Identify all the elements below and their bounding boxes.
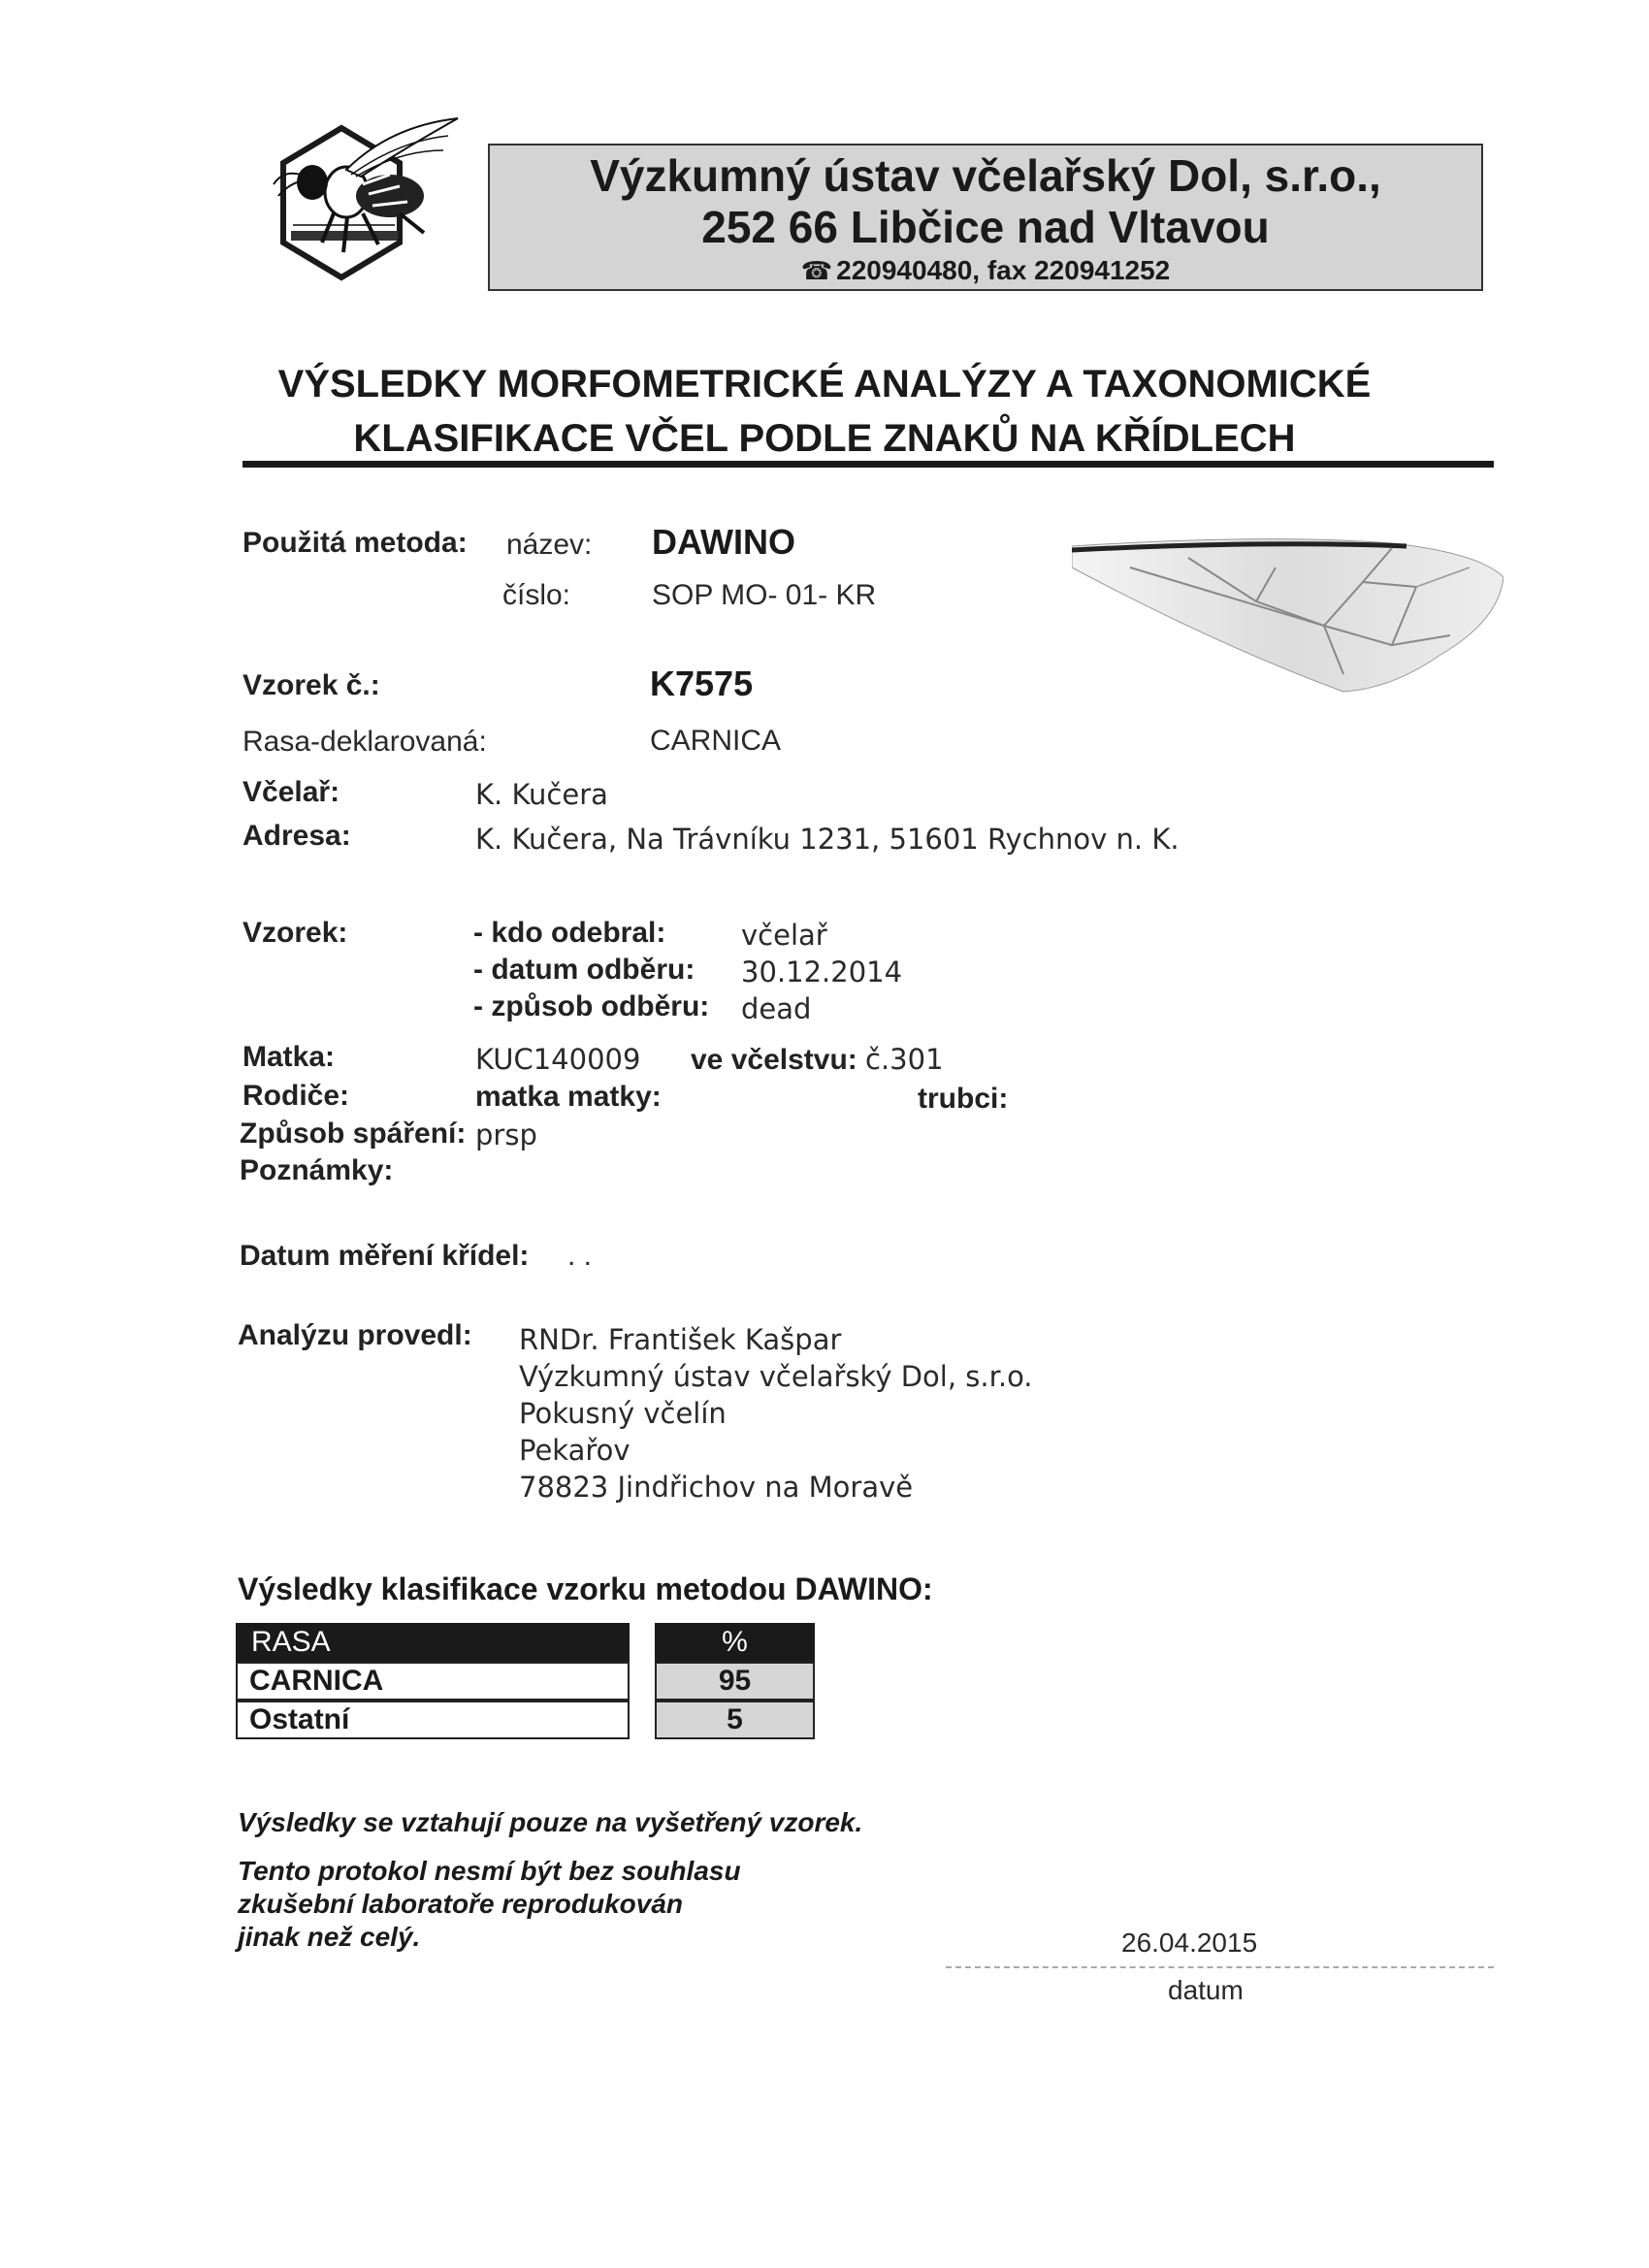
drones-label: trubci:: [918, 1083, 1009, 1115]
analyst-postal-address: 78823 Jindřichov na Moravě: [519, 1471, 914, 1504]
colony-value: č.301: [865, 1043, 944, 1076]
institute-address: 252 66 Libčice nad Vltavou: [701, 202, 1270, 252]
table-row: [236, 1701, 815, 1739]
reproduction-note: [238, 1855, 741, 1954]
reproduction-note-line: zkušební laboratoře reprodukován: [238, 1889, 683, 1919]
percent-cell: 95: [655, 1662, 815, 1701]
method-label: Použitá metoda:: [242, 527, 468, 559]
measurement-date-value: . .: [567, 1240, 593, 1272]
mating-value: prsp: [475, 1118, 537, 1151]
race-label: Rasa-deklarovaná:: [242, 726, 487, 758]
validity-note: Výsledky se vztahují pouze na vyšetřený vzorek.: [238, 1807, 863, 1837]
analysis-performer: [519, 1321, 1033, 1506]
percent-column-header: %: [655, 1623, 815, 1662]
address-label: Adresa:: [242, 820, 351, 852]
mating-label: Způsob spáření:: [240, 1118, 467, 1150]
beekeeper-label: Včelař:: [242, 776, 340, 808]
institute-logo: [254, 116, 477, 291]
queen-label: Matka:: [242, 1041, 336, 1073]
collection-method-value: dead: [741, 992, 812, 1025]
queen-mother-label: matka matky:: [475, 1081, 662, 1113]
analyst-institute: Výzkumný ústav včelařský Dol, s.r.o.: [519, 1360, 1033, 1393]
method-name-label: název:: [506, 529, 593, 561]
document-title: [242, 357, 1406, 466]
title-line-1: VÝSLEDKY MORFOMETRICKÉ ANALÝZY A TAXONOMICKÉ: [277, 363, 1372, 405]
analyst-locality: Pekařov: [519, 1434, 630, 1467]
sample-number-value: K7575: [650, 664, 754, 703]
race-value: CARNICA: [650, 725, 782, 757]
collection-method-label: - způsob odběru:: [473, 990, 710, 1022]
title-divider: [242, 461, 1494, 468]
issue-date-label: datum: [1168, 1975, 1244, 2005]
collected-by-label: - kdo odebral:: [473, 917, 666, 949]
reproduction-note-line: Tento protokol nesmí být bez souhlasu: [238, 1856, 741, 1886]
race-cell: Ostatní: [236, 1701, 630, 1739]
signature-line: [946, 1966, 1494, 1968]
analysis-label: Analýzu provedl:: [238, 1319, 472, 1351]
issue-date-value: 26.04.2015: [1121, 1928, 1258, 1958]
results-heading: Výsledky klasifikace vzorku metodou DAWINO:: [238, 1571, 933, 1606]
percent-cell: 5: [655, 1701, 815, 1739]
reproduction-note-line: jinak než celý.: [238, 1922, 421, 1952]
address-value: K. Kučera, Na Trávníku 1231, 51601 Rychnov n. K.: [475, 823, 1180, 856]
phone-icon: ☎: [800, 256, 833, 285]
method-number-value: SOP MO- 01- KR: [652, 579, 877, 611]
bee-wing-image: [1072, 529, 1504, 708]
collected-by-value: včelař: [741, 919, 827, 952]
institute-name: Výzkumný ústav včelařský Dol, s.r.o.,: [590, 150, 1381, 201]
collection-label: Vzorek:: [242, 917, 348, 949]
table-row: [236, 1662, 815, 1701]
analyst-apiary: Pokusný včelín: [519, 1397, 727, 1430]
race-cell: CARNICA: [236, 1662, 630, 1701]
queen-value: KUC140009: [475, 1043, 641, 1076]
collection-date-value: 30.12.2014: [741, 956, 903, 988]
sample-number-label: Vzorek č.:: [242, 669, 380, 701]
contact-numbers: 220940480, fax 220941252: [836, 255, 1171, 285]
institute-header: [488, 144, 1483, 291]
results-header-row: [236, 1623, 815, 1662]
notes-label: Poznámky:: [240, 1154, 394, 1186]
beekeeper-value: K. Kučera: [475, 778, 608, 811]
parents-label: Rodiče:: [242, 1080, 350, 1112]
collection-date-label: - datum odběru:: [473, 954, 695, 986]
colony-label: ve včelstvu:: [691, 1044, 857, 1076]
analyst-name: RNDr. František Kašpar: [519, 1323, 842, 1356]
institute-contact: [490, 252, 1481, 289]
method-name-value: DAWINO: [652, 522, 795, 562]
race-column-header: RASA: [236, 1623, 630, 1662]
results-table: [236, 1623, 815, 1739]
method-number-label: číslo:: [502, 579, 571, 611]
measurement-date-label: Datum měření křídel:: [240, 1240, 530, 1272]
title-line-2: KLASIFIKACE VČEL PODLE ZNAKŮ NA KŘÍDLECH: [353, 417, 1296, 460]
